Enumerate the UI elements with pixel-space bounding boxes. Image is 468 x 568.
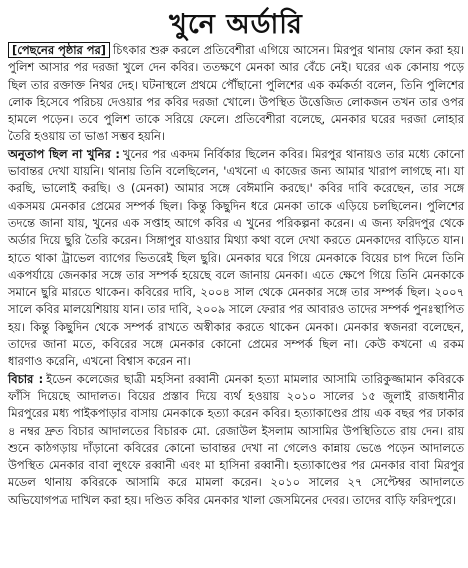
article-title: খুনে অর্ডারি bbox=[169, 9, 303, 40]
subhead-verdict: বিচার : bbox=[8, 371, 44, 386]
paragraph-no-remorse bbox=[8, 146, 464, 371]
continued-from-back-page-tag: [পেছনের পৃষ্ঠার পর] bbox=[8, 42, 110, 58]
paragraph-verdict bbox=[8, 371, 464, 509]
paragraph-continuation bbox=[8, 42, 464, 146]
article-page bbox=[0, 10, 468, 568]
subhead-no-remorse: অনুতাপ ছিল না খুনির : bbox=[8, 146, 120, 161]
paragraph-2-text: খুনের পর একদম নির্বিকার ছিলেন কবির। মিরপুর থানায়ও তার মধ্যে কোনো ভাবান্তর দেখা যায়নি। থানায় তিনি বলেছিলেন, 'এখনো এ কাজের জন্য আমার খারাপ লাগছে না। যা করছি, ভালোই করছি। ও (মেনকা) আমার সঙ্গে বেঈমানি করছে।' কবির দাবি করেছেন, তার সঙ্গে একসময় মেনকার প্রেমের সম্পর্ক ছিল। কিন্তু কিছুদিন ধরে মেনকা তাকে এড়িয়ে চলছিলেন। পুলিশের তদন্তে জানা যায়, খুনের এক সপ্তাহ আগে কবির এ খুনের পরিকল্পনা করেন। এ জন্য ফরিদপুর থেকে অর্ডার দিয়ে ছুরি তৈরি করেন। সিঙ্গাপুর যাওয়ার মিথ্যা কথা বলে দেখা করতে মেনকাদের বাড়িতে যান। হাতে থাকা ট্রাভেল ব্যাগের ভিতরেই ছিল ছুরি। মেনকার ঘরে গিয়ে মেনকাকে বিয়ের চাপ দিলে তিনি একপর্যায়ে জেনকার সঙ্গে তার সম্পর্ক হয়েছে বলে জানায় মেনকা। এতে ক্ষেপে গিয়ে তিনি মেনকাকে সমানে ছুরি মারতে থাকেন। কবিরের দাবি, ২০০৪ সাল থেকে মেনকার সঙ্গে তার সম্পর্ক ছিল। ২০০৭ সালে কবির মালয়েশিয়ায় যান। তার দাবি, ২০০৯ সালে ফেরার পর আবারও তাদের সম্পর্ক পুনঃস্থাপিত হয়। কিন্তু কিছুদিন থেকে সম্পর্ক রাখতে অস্বীকার করতে থাকেন মেনকা। মেনকার স্বজনরা বলেছেন, তাদের জানা মতে, কবিরের সঙ্গে মেনকার কোনো প্রেমের সম্পর্ক ছিল না। কেউ কখনো এ রকম ধারণাও করেনি, এখনো বিশ্বাস করেন না। bbox=[8, 146, 464, 369]
paragraph-1-text: চিৎকার শুরু করলে প্রতিবেশীরা এগিয়ে আসেন। মিরপুর থানায় ফোন করা হয়। পুলিশ আসার পর দরজা খুলে দেন কবির। ততক্ষণে মেনকা আর বেঁচে নেই। ঘরের এক কোনায় পড়ে ছিল তার রক্তাক্ত নিথর দেহ। ঘটনাস্থলে প্রথমে পৌঁছানো পুলিশের এক কর্মকর্তা বলেন, তিনি পুলিশের লোক হিসেবে পরিচয় দেওয়ার পর কবির দরজা খোলে। উপস্থিত উত্তেজিত লোকজন তখন তার ওপর হামলে পড়েন। তবে পুলিশ তাকে সরিয়ে ফেলে। প্রতিবেশীরা বলেছে, মেনকার ঘরের দরজা লোহার তৈরি হওয়ায় তা ভাঙা সম্ভব হয়নি। bbox=[8, 43, 464, 144]
paragraph-3-text: ইডেন কলেজের ছাত্রী মহসিনা রব্বানী মেনকা হত্যা মামলার আসামি তারিকুজ্জামান কবিরকে ফাঁসি দিয়েছে আদালত। বিয়ের প্রস্তাব দিয়ে ব্যর্থ হওয়ায় ২০১০ সালের ১৫ জুলাই রাজধানীর মিরপুরের মধ্য পাইকপাড়ার বাসায় মেনকাকে হত্যা করেন কবির। হত্যাকাণ্ডের প্রায় এক বছর পর ঢাকার ৪ নম্বর দ্রুত বিচার আদালতের বিচারক মো. রেজাউল ইসলাম আসামির উপস্থিতিতে রায় দেন। রায় শুনে কাঠগড়ায় দাঁড়ানো কবিরের কোনো ভাবান্তর দেখা না গেলেও কান্নায় ভেঙে পড়েন আদালতে উপস্থিত মেনকার বাবা লুৎফে রব্বানী এবং মা হাসিনা রব্বানী। হত্যাকাণ্ডের পর মেনকার বাবা মিরপুর মডেল থানায় কবিরকে আসামি করে মামলা করেন। ২০১০ সালের ২৭ সেপ্টেম্বর আদালতে অভিযোগপত্র দাখিল করা হয়। দণ্ডিত কবির মেনকার খালা জেসমিনের দেবর। তাদের বাড়ি ফরিদপুরে। bbox=[8, 371, 464, 507]
article-body bbox=[8, 42, 464, 509]
